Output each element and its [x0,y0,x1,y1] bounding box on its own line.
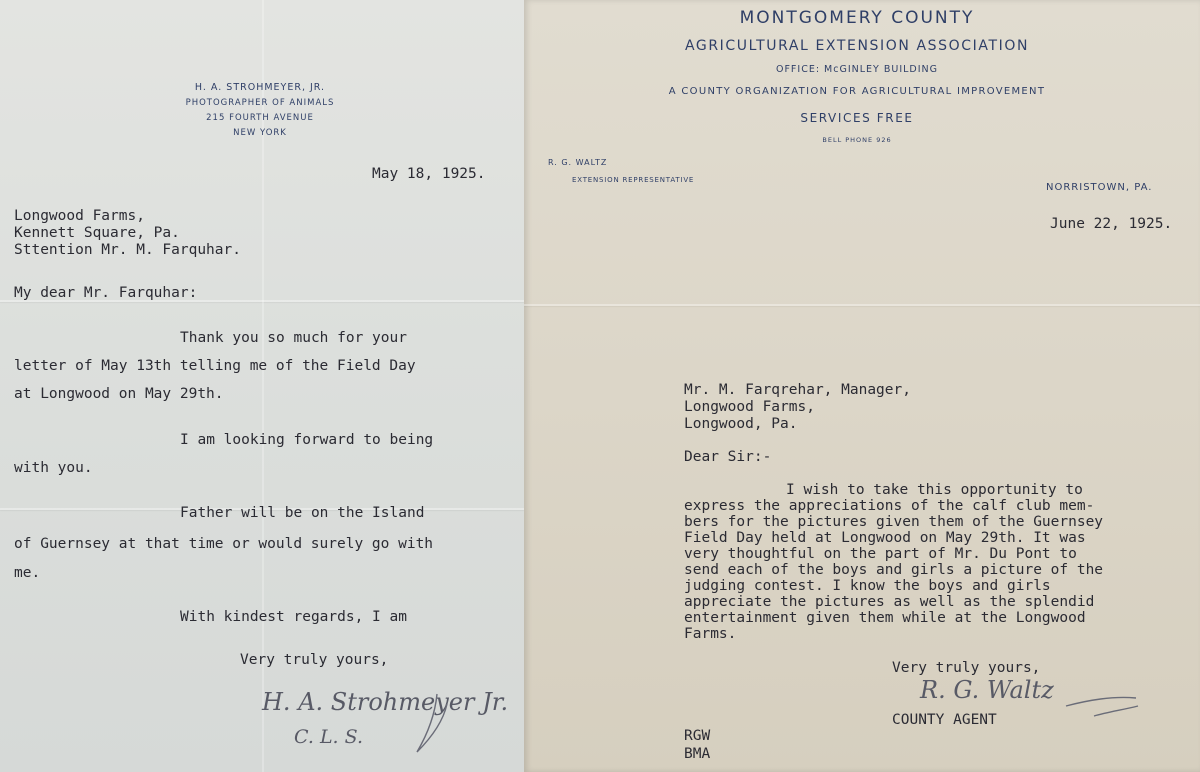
recipient-line: Kennett Square, Pa. [14,225,180,241]
salutation: Dear Sir:- [684,449,772,465]
body-line: at Longwood on May 29th. [14,386,224,402]
salutation: My dear Mr. Farquhar: [14,285,198,301]
letterhead-city: NORRISTOWN, PA. [1046,182,1153,193]
recipient-line: Longwood Farms, [14,208,145,224]
signature-flourish [405,690,465,760]
letterhead-services: SERVICES FREE [800,111,914,125]
body-line: express the appreciations of the calf club mem- [684,498,1095,514]
signature-flourish [1064,686,1144,726]
recipient-line: Mr. M. Farqrehar, Manager, [684,382,911,398]
body-line: With kindest regards, I am [180,609,407,625]
body-line: Father will be on the Island [180,505,425,521]
closing: Very truly yours, [240,652,389,668]
body-line: appreciate the pictures as well as the splendid [684,594,1095,610]
strohmeyer-letter [0,0,524,772]
letterhead-tagline: A COUNTY ORGANIZATION FOR AGRICULTURAL IMPROVEMENT [668,86,1046,97]
letterhead-office: OFFICE: McGINLEY BUILDING [775,64,939,75]
letterhead-org-line1: MONTGOMERY COUNTY [739,8,975,28]
rep-title: EXTENSION REPRESENTATIVE [572,176,695,184]
rep-name: R. G. WALTZ [548,158,608,167]
body-line: send each of the boys and girls a picture of the [684,562,1104,578]
recipient-line: Sttention Mr. M. Farquhar. [14,242,241,258]
typist-initials: BMA [684,746,711,762]
handwritten-signature: R. G. Waltz [920,676,1054,704]
handwritten-signature: H. A. Strohmeyer Jr. [262,688,509,716]
body-line: very thoughtful on the part of Mr. Du Pont to [684,546,1077,562]
recipient-line: Longwood Farms, [684,399,815,415]
body-line: of Guernsey at that time or would surely go with [14,536,434,552]
typist-initials: RGW [684,728,711,744]
body-line: Farms. [684,626,737,642]
closing: Very truly yours, [892,660,1041,676]
body-line: judging contest. I know the boys and girls [684,578,1051,594]
recipient-line: Longwood, Pa. [684,416,798,432]
signer-title: COUNTY AGENT [892,712,997,728]
body-line: I am looking forward to being [180,432,434,448]
letter-date: June 22, 1925. [1050,216,1173,232]
letterhead-address: 215 FOURTH AVENUE [206,113,314,123]
body-line: bers for the pictures given them of the Guernsey [684,514,1104,530]
paper-fold [524,304,1200,306]
letter-date: May 18, 1925. [372,166,486,182]
letterhead-phone: BELL PHONE 926 [822,136,892,144]
letterhead-title: PHOTOGRAPHER OF ANIMALS [185,98,335,108]
letterhead-name: H. A. STROHMEYER, JR. [194,82,326,93]
body-line: letter of May 13th telling me of the Field Day [14,358,416,374]
body-line: Thank you so much for your [180,330,407,346]
handwritten-initials: C. L. S. [294,726,364,748]
letterhead-city: NEW YORK [233,128,287,138]
body-line: with you. [14,460,93,476]
body-line: I wish to take this opportunity to [786,482,1083,498]
waltz-letter [524,0,1200,772]
body-line: entertainment given them while at the Longwood [684,610,1086,626]
body-line: Field Day held at Longwood on May 29th. It was [684,530,1086,546]
letterhead-org-line2: AGRICULTURAL EXTENSION ASSOCIATION [684,38,1030,54]
body-line: me. [14,565,41,581]
